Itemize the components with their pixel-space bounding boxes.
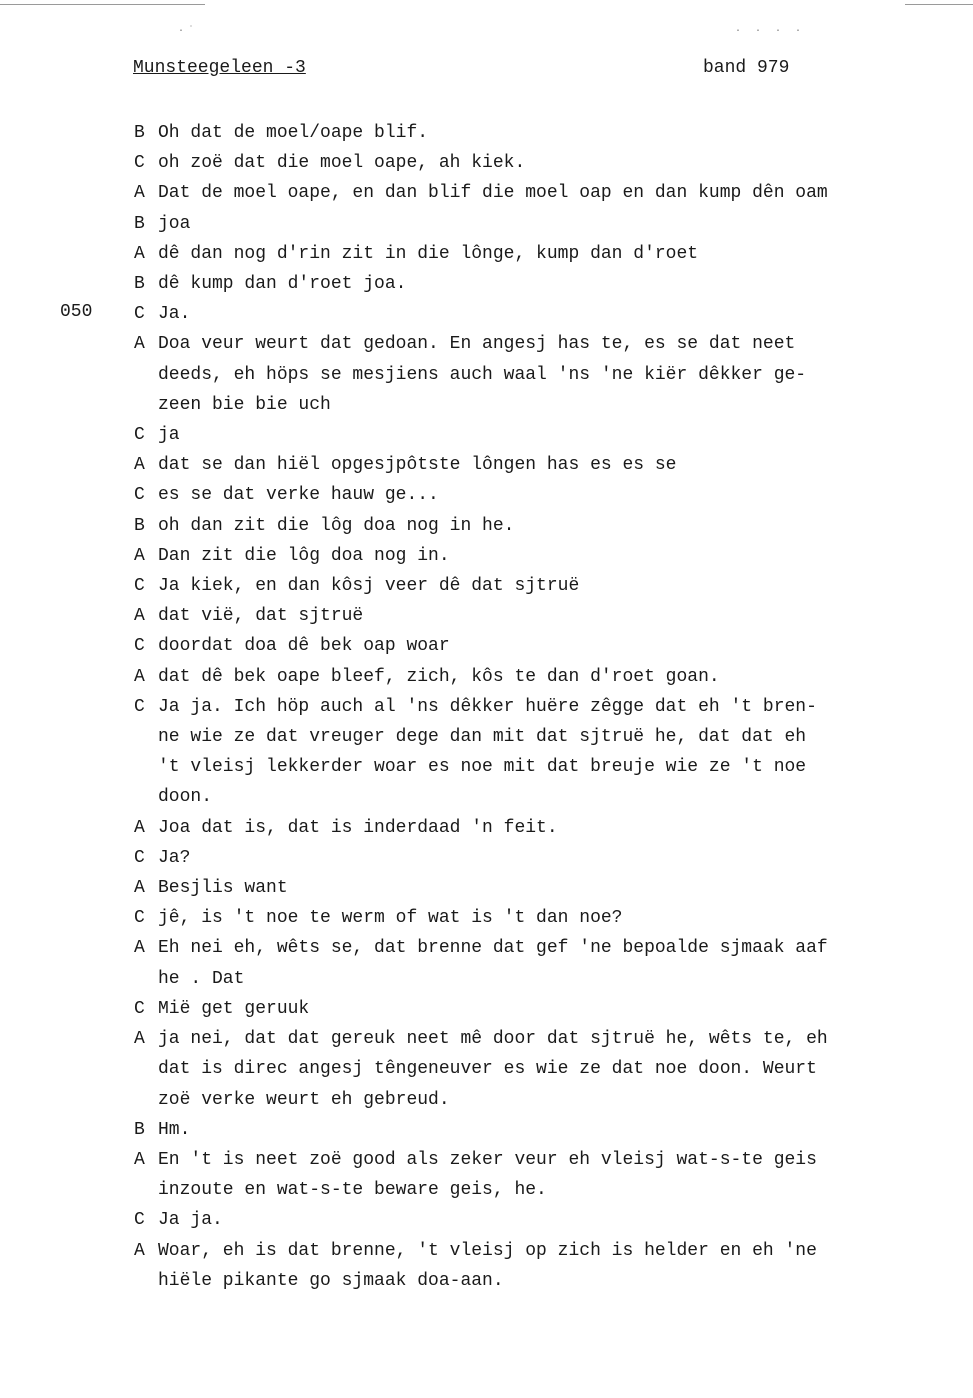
turn-text <box>158 178 934 208</box>
text-line: Dat de moel oape, en dan blif die moel oap en dan kump dên oam <box>158 183 828 204</box>
text-line: dê kump dan d'roet joa. <box>158 274 407 295</box>
turn-text <box>158 933 934 993</box>
text-line: Doa veur weurt dat gedoan. En angesj has te, es se dat neet <box>158 334 796 355</box>
speaker-label: B <box>134 274 145 295</box>
speaker-label: B <box>134 1119 145 1140</box>
speaker-label: A <box>134 545 145 566</box>
text-line: Besjlis want <box>158 878 288 899</box>
margin-line-number: 050 <box>60 302 93 322</box>
text-line: ne wie ze dat vreuger dege dan mit dat sjtruë he, dat dat eh <box>158 727 807 748</box>
text-line: es se dat verke hauw ge... <box>158 485 439 506</box>
text-line: dê dan nog d'rin zit in die lônge, kump dan d'roet <box>158 243 699 264</box>
dialogue-turn <box>134 1205 934 1235</box>
text-line: Eh nei eh, wêts se, dat brenne dat gef 'ne bepoalde sjmaak aaf <box>158 938 828 959</box>
dialogue-turn <box>134 209 934 239</box>
text-line: Ja ja. <box>158 1210 223 1231</box>
top-rule-right <box>905 4 973 5</box>
top-rule-left <box>0 4 205 5</box>
text-line: doordat doa dê bek oap woar <box>158 636 450 657</box>
text-line: Ja. <box>158 304 191 325</box>
text-line: 't vleisj lekkerder woar es noe mit dat breuje wie ze 't noe <box>158 757 807 778</box>
speaker-label: A <box>134 1149 145 1170</box>
dialogue-turn <box>134 631 934 661</box>
turn-text <box>158 1024 934 1115</box>
text-line: Hm. <box>158 1119 191 1140</box>
speaker-label: B <box>134 515 145 536</box>
text-line: Joa dat is, dat is inderdaad 'n feit. <box>158 817 558 838</box>
dialogue-turn <box>134 239 934 269</box>
text-line: doon. <box>158 787 213 808</box>
turn-text <box>158 118 934 148</box>
text-line: Mië get geruuk <box>158 998 310 1019</box>
dialogue-turn <box>134 843 934 873</box>
speaker-label: A <box>134 243 145 264</box>
text-line: inzoute en wat-s-te beware geis, he. <box>158 1180 547 1201</box>
turn-text <box>158 692 934 813</box>
speaker-label: C <box>134 485 145 506</box>
dialogue-turn <box>134 1145 934 1205</box>
speaker-label: C <box>134 908 145 929</box>
turn-text <box>158 148 934 178</box>
dialogue-turn <box>134 571 934 601</box>
dialogue-turn <box>134 118 934 148</box>
text-line: deeds, eh höps se mesjiens auch waal 'ns 'ne kiër dêkker ge- <box>158 364 807 385</box>
turn-text <box>158 209 934 239</box>
turn-text <box>158 813 934 843</box>
text-line: Ja ja. Ich höp auch al 'ns dêkker huëre zêgge dat eh 't bren- <box>158 696 817 717</box>
dialogue-turn <box>134 813 934 843</box>
dialogue-turn <box>134 933 934 993</box>
band-number: band 979 <box>703 58 790 78</box>
dialogue-turn <box>134 480 934 510</box>
turn-text <box>158 511 934 541</box>
speaker-label: C <box>134 576 145 597</box>
text-line: dat vië, dat sjtruë <box>158 606 364 627</box>
text-line: oh zoë dat die moel oape, ah kiek. <box>158 153 526 174</box>
text-line: dat se dan hiël opgesjpôtste lôngen has es es se <box>158 455 677 476</box>
turn-text <box>158 299 934 329</box>
turn-text <box>158 450 934 480</box>
dialogue-turn <box>134 450 934 480</box>
dialogue-turn <box>134 1236 934 1296</box>
text-line: Oh dat de moel/oape blif. <box>158 123 429 143</box>
speaker-label: A <box>134 334 145 355</box>
text-line: zoë verke weurt eh gebreud. <box>158 1089 450 1110</box>
dialogue-turn <box>134 148 934 178</box>
turn-text <box>158 994 934 1024</box>
dialogue-turn <box>134 994 934 1024</box>
dialogue-turn <box>134 903 934 933</box>
speaker-label: A <box>134 1240 145 1261</box>
text-line: Woar, eh is dat brenne, 't vleisj op zich is helder en eh 'ne <box>158 1240 817 1261</box>
turn-text <box>158 480 934 510</box>
text-line: En 't is neet zoë good als zeker veur eh vleisj wat-s-te geis <box>158 1149 817 1170</box>
turn-text <box>158 1115 934 1145</box>
speaker-label: A <box>134 455 145 476</box>
speaker-label: C <box>134 304 145 325</box>
turn-text <box>158 420 934 450</box>
speaker-label: C <box>134 1210 145 1231</box>
turn-text <box>158 631 934 661</box>
dialogue-turn <box>134 601 934 631</box>
turn-text <box>158 541 934 571</box>
text-line: dat dê bek oape bleef, zich, kôs te dan d'roet goan. <box>158 666 720 687</box>
text-line: jê, is 't noe te werm of wat is 't dan noe? <box>158 908 623 929</box>
speaker-label: C <box>134 998 145 1019</box>
speaker-label: A <box>134 183 145 204</box>
turn-text <box>158 571 934 601</box>
text-line: zeen bie bie uch <box>158 394 331 415</box>
speaker-label: A <box>134 666 145 687</box>
scan-specks: ·˙ <box>178 26 199 37</box>
speaker-label: C <box>134 696 145 717</box>
dialogue-turn <box>134 873 934 903</box>
turn-text <box>158 329 934 420</box>
scan-specks-right: · · · · <box>735 26 806 37</box>
dialogue-turn <box>134 329 934 420</box>
turn-text <box>158 873 934 903</box>
dialogue-turn <box>134 1024 934 1115</box>
turn-text <box>158 1205 934 1235</box>
turn-text <box>158 662 934 692</box>
turn-text <box>158 1236 934 1296</box>
dialogue-turn <box>134 511 934 541</box>
text-line: oh dan zit die lôg doa nog in he. <box>158 515 515 536</box>
speaker-label: C <box>134 425 145 446</box>
text-line: Ja kiek, en dan kôsj veer dê dat sjtruë <box>158 576 580 597</box>
speaker-label: A <box>134 1029 145 1050</box>
document-title: Munsteegeleen -3 <box>133 58 306 78</box>
turn-text <box>158 239 934 269</box>
text-line: he . Dat <box>158 968 245 989</box>
speaker-label: A <box>134 938 145 959</box>
speaker-label: B <box>134 123 145 143</box>
speaker-label: C <box>134 847 145 868</box>
turn-text <box>158 843 934 873</box>
dialogue-transcript <box>134 118 934 1296</box>
speaker-label: B <box>134 213 145 234</box>
text-line: dat is direc angesj têngeneuver es wie ze dat noe doon. Weurt <box>158 1059 817 1080</box>
turn-text <box>158 903 934 933</box>
turn-text <box>158 601 934 631</box>
text-line: Dan zit die lôg doa nog in. <box>158 545 450 566</box>
text-line: ja nei, dat dat gereuk neet mê door dat sjtruë he, wêts te, eh <box>158 1029 828 1050</box>
text-line: hiële pikante go sjmaak doa-aan. <box>158 1270 504 1291</box>
speaker-label: A <box>134 606 145 627</box>
turn-text <box>158 1145 934 1205</box>
text-line: joa <box>158 213 191 234</box>
speaker-label: C <box>134 153 145 174</box>
text-line: Ja? <box>158 847 191 868</box>
dialogue-turn <box>134 692 934 813</box>
dialogue-turn <box>134 178 934 208</box>
text-line: ja <box>158 425 180 446</box>
speaker-label: C <box>134 636 145 657</box>
dialogue-turn <box>134 541 934 571</box>
dialogue-turn <box>134 299 934 329</box>
dialogue-turn <box>134 662 934 692</box>
turn-text <box>158 269 934 299</box>
speaker-label: A <box>134 817 145 838</box>
speaker-label: A <box>134 878 145 899</box>
dialogue-turn <box>134 420 934 450</box>
dialogue-turn <box>134 1115 934 1145</box>
dialogue-turn <box>134 269 934 299</box>
